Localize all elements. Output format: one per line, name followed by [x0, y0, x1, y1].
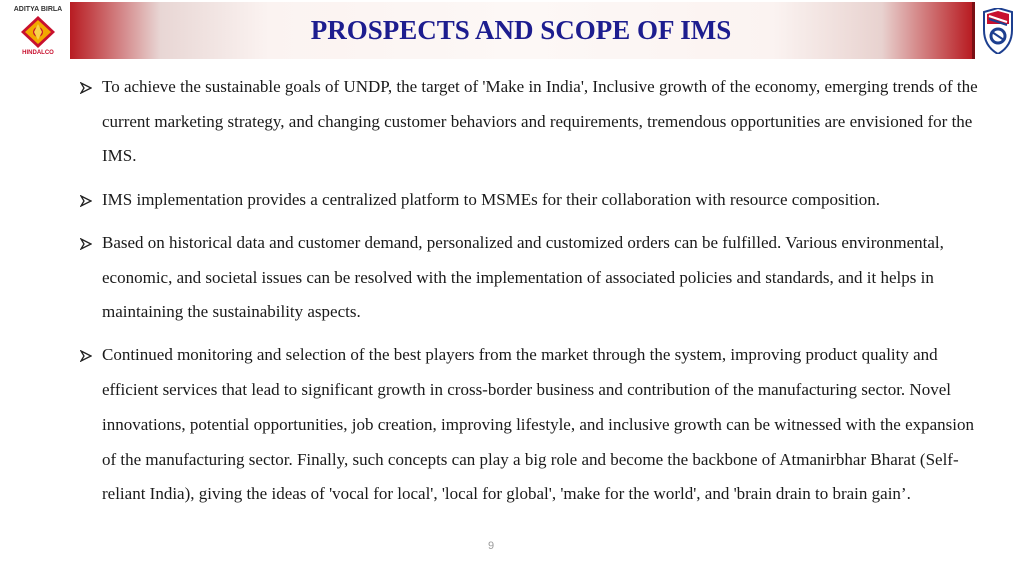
arrow-bullet-icon [80, 338, 92, 373]
logo-top-text: ADITYA BIRLA [13, 6, 63, 13]
aditya-birla-logo [8, 6, 68, 58]
bullet-item [78, 70, 978, 174]
bullet-text: Continued monitoring and selection of the best players from the market through the system, improving product quality and efficient services that lead to significant growth in cross-border business and contribution of the manufacturing sector. Novel innovations, potential opportunities, job creation, improving lifestyle, and inclusive growth can be witnessed with the expansion of the manufacturing sector. Finally, such concepts can play a big role and become the backbone of Atmanirbhar Bharat (Self-reliant India), giving the ideas of 'vocal for local', 'local for global', 'make for the world', and 'brain drain to brain gain’. [102, 345, 975, 504]
slide-title: PROSPECTS AND SCOPE OF IMS [310, 15, 732, 45]
bullet-text: To achieve the sustainable goals of UNDP, the target of 'Make in India', Inclusive growth of the economy, emerging trends of the current marketing strategy, and changing customer behaviors and requirements, tremendous opportunities are envisioned for the IMS. [102, 77, 978, 166]
logo-bottom-text: HINDALCO [22, 50, 54, 56]
bullet-item [78, 226, 978, 330]
bullet-list [78, 70, 978, 520]
bullet-item [78, 183, 978, 218]
bullet-text: Based on historical data and customer demand, personalized and customized orders can be fulfilled. Various environmental, economic, and societal issues can be resolved with the implementation of associated policies and standards, and it helps in maintaining the sustainability aspects. [102, 232, 944, 322]
institute-emblem-icon [978, 8, 1018, 54]
bullet-item [78, 338, 978, 512]
arrow-bullet-icon [80, 70, 92, 105]
bullet-text: IMS implementation provides a centralized platform to MSMEs for their collaboration with resource composition. [102, 189, 881, 209]
aditya-birla-sun-icon [20, 15, 56, 49]
arrow-bullet-icon [80, 226, 92, 261]
page-number: 9 [488, 540, 495, 552]
banner-edge [972, 2, 975, 59]
arrow-bullet-icon [80, 183, 92, 218]
